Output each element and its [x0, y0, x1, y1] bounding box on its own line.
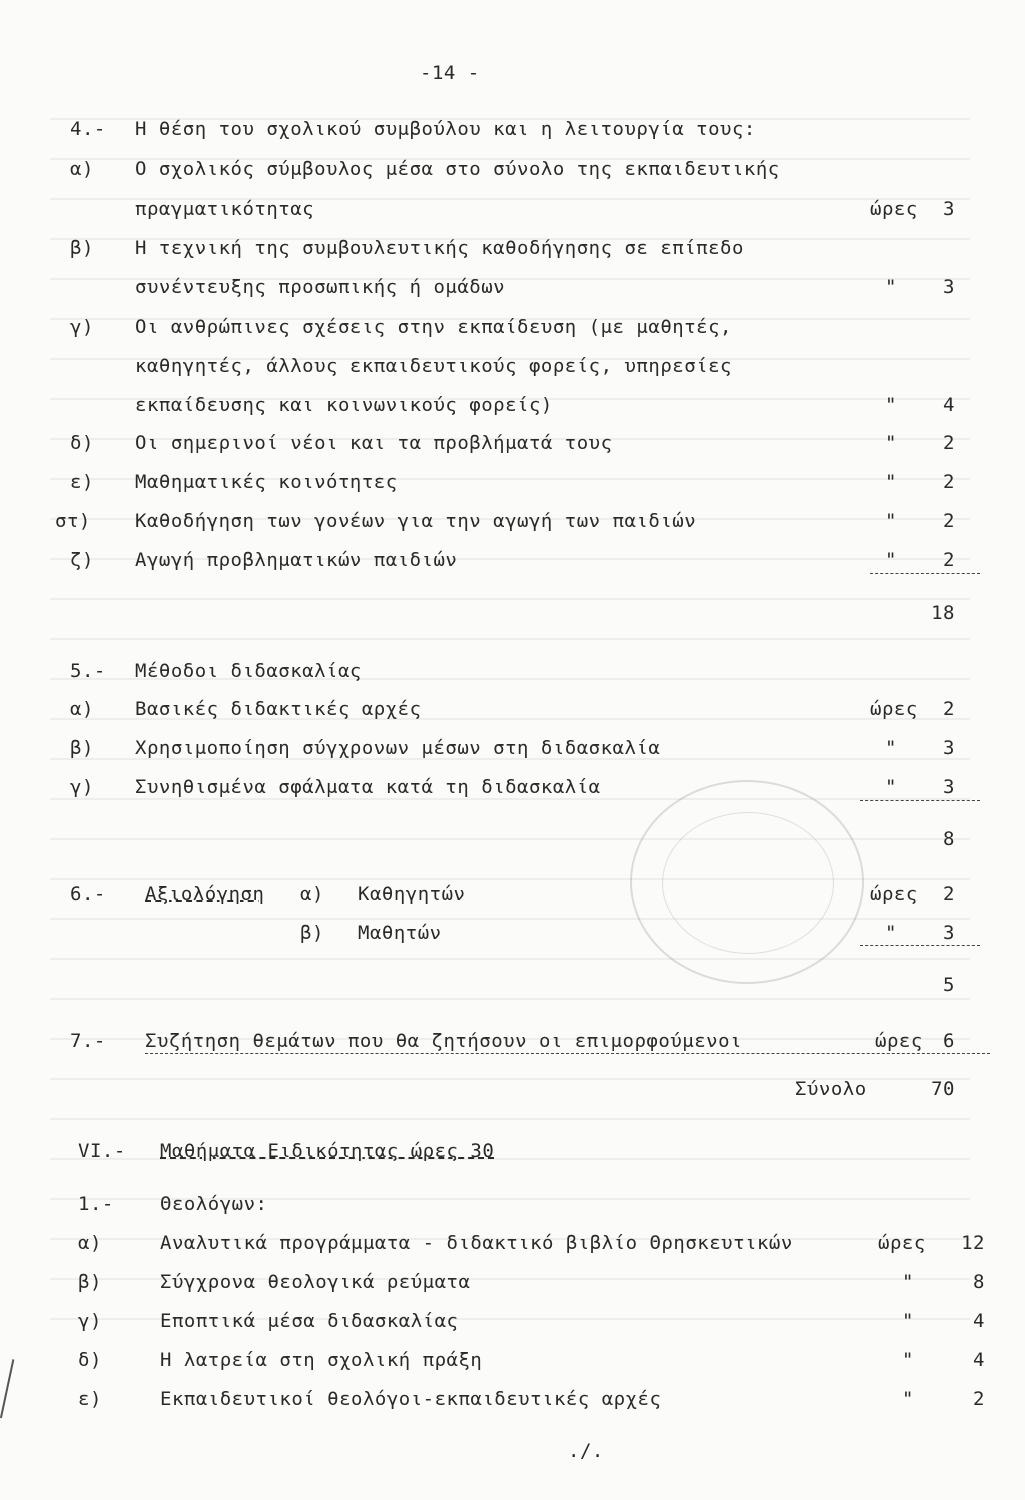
- subtotal-rule: [860, 944, 980, 946]
- official-seal: [630, 780, 864, 984]
- ditto-mark: ": [902, 1310, 914, 1332]
- hours-value: 3: [943, 198, 955, 220]
- ditto-mark: ": [902, 1349, 914, 1371]
- item-label: α): [70, 158, 94, 180]
- hours-value: 6: [943, 1030, 955, 1052]
- ditto-mark: ": [885, 737, 897, 759]
- hours-unit: ώρες: [870, 883, 918, 905]
- hours-value: 3: [943, 737, 955, 759]
- section-vi-number: VI.-: [78, 1140, 126, 1162]
- item-label: γ): [78, 1310, 102, 1332]
- item-label: ε): [70, 471, 94, 493]
- continuation-mark: ./.: [568, 1440, 604, 1462]
- margin-pen-mark: [0, 1359, 26, 1421]
- section-6-number: 6.-: [70, 883, 106, 905]
- item-text: Η λατρεία στη σχολική πράξη: [160, 1349, 483, 1371]
- section-4-total: 18: [931, 602, 955, 624]
- grand-total-label: Σύνολο: [795, 1078, 867, 1100]
- section-7-number: 7.-: [70, 1030, 106, 1052]
- hours-value: 4: [943, 394, 955, 416]
- section-7-text: Συζήτηση θεμάτων που θα ζητήσουν οι επιμορφούμενοι: [145, 1030, 742, 1052]
- item-text: Συνηθισμένα σφάλματα κατά τη διδασκαλία: [135, 776, 601, 798]
- ditto-mark: ": [902, 1271, 914, 1293]
- ditto-mark: ": [885, 922, 897, 944]
- section-6-title: Αξιολόγηση: [145, 883, 265, 905]
- ditto-mark: ": [885, 394, 897, 416]
- item-label: β): [70, 237, 94, 259]
- grand-total-value: 70: [931, 1078, 955, 1100]
- item-label: γ): [70, 776, 94, 798]
- hours-value: 2: [943, 510, 955, 532]
- item-label: β): [70, 737, 94, 759]
- hours-unit: ώρες: [878, 1232, 926, 1254]
- hours-value: 2: [943, 883, 955, 905]
- ditto-mark: ": [885, 510, 897, 532]
- item-text: Αναλυτικά προγράμματα - διδακτικό βιβλίο Θρησκευτικών: [160, 1232, 793, 1254]
- section-vi-title: Μαθήματα Ειδικότητας ώρες 30: [160, 1140, 495, 1162]
- ditto-mark: ": [902, 1388, 914, 1410]
- hours-value: 4: [973, 1349, 985, 1371]
- section-7-rule: [145, 1052, 990, 1054]
- hours-value: 2: [943, 471, 955, 493]
- item-label: α): [70, 698, 94, 720]
- subsection-title: Θεολόγων:: [160, 1193, 268, 1215]
- hours-unit: ώρες: [870, 198, 918, 220]
- item-label: δ): [70, 432, 94, 454]
- item-label: στ): [55, 510, 91, 532]
- item-text: Η τεχνική της συμβουλευτικής καθοδήγησης σε επίπεδο: [135, 237, 744, 259]
- item-text: Ο σχολικός σύμβουλος μέσα στο σύνολο της εκπαιδευτικής: [135, 158, 780, 180]
- item-label: δ): [78, 1349, 102, 1371]
- item-text: Καθηγητών: [358, 883, 466, 905]
- hours-value: 2: [943, 549, 955, 571]
- item-label: γ): [70, 316, 94, 338]
- section-4-number: 4.-: [70, 118, 106, 140]
- hours-value: 12: [961, 1232, 985, 1254]
- hours-value: 4: [973, 1310, 985, 1332]
- hours-value: 2: [973, 1388, 985, 1410]
- item-text: Μαθηματικές κοινότητες: [135, 471, 398, 493]
- hours-value: 3: [943, 276, 955, 298]
- item-label: α): [300, 883, 324, 905]
- ditto-mark: ": [885, 432, 897, 454]
- hours-value: 2: [943, 432, 955, 454]
- item-text: Βασικές διδακτικές αρχές: [135, 698, 422, 720]
- ditto-mark: ": [885, 471, 897, 493]
- subtotal-rule: [870, 572, 980, 574]
- item-text: εκπαίδευσης και κοινωνικούς φορείς): [135, 394, 553, 416]
- item-text: Οι σημερινοί νέοι και τα προβλήματά τους: [135, 432, 613, 454]
- section-5-total: 8: [943, 828, 955, 850]
- item-label: ζ): [70, 549, 94, 571]
- item-text: πραγματικότητας: [135, 198, 315, 220]
- item-text: Οι ανθρώπινες σχέσεις στην εκπαίδευση (με μαθητές,: [135, 316, 732, 338]
- item-label: ε): [78, 1388, 102, 1410]
- hours-value: 8: [973, 1271, 985, 1293]
- hours-value: 3: [943, 922, 955, 944]
- section-5-number: 5.-: [70, 660, 106, 682]
- ditto-mark: ": [885, 549, 897, 571]
- subsection-number: 1.-: [78, 1193, 114, 1215]
- section-5-title: Μέθοδοι διδασκαλίας: [135, 660, 362, 682]
- item-text: Αγωγή προβληματικών παιδιών: [135, 549, 458, 571]
- hours-unit: ώρες: [875, 1030, 923, 1052]
- item-text: Εκπαιδευτικοί θεολόγοι-εκπαιδευτικές αρχές: [160, 1388, 662, 1410]
- item-text: Εποπτικά μέσα διδασκαλίας: [160, 1310, 459, 1332]
- item-text: Καθοδήγηση των γονέων για την αγωγή των παιδιών: [135, 510, 697, 532]
- section-6-total: 5: [943, 974, 955, 996]
- item-text: Χρησιμοποίηση σύγχρονων μέσων στη διδασκαλία: [135, 737, 661, 759]
- item-label: α): [78, 1232, 102, 1254]
- item-text: καθηγητές, άλλους εκπαιδευτικούς φορείς, υπηρεσίες: [135, 355, 732, 377]
- ditto-mark: ": [885, 276, 897, 298]
- item-text: Μαθητών: [358, 922, 442, 944]
- subtotal-rule: [860, 799, 980, 801]
- section-4-title: Η θέση του σχολικού συμβούλου και η λειτουργία τους:: [135, 118, 756, 140]
- item-label: β): [78, 1271, 102, 1293]
- item-text: συνέντευξης προσωπικής ή ομάδων: [135, 276, 506, 298]
- hours-value: 2: [943, 698, 955, 720]
- page-number: -14 -: [420, 62, 480, 84]
- item-text: Σύγχρονα θεολογικά ρεύματα: [160, 1271, 471, 1293]
- hours-value: 3: [943, 776, 955, 798]
- ditto-mark: ": [885, 776, 897, 798]
- item-label: β): [300, 922, 324, 944]
- hours-unit: ώρες: [870, 698, 918, 720]
